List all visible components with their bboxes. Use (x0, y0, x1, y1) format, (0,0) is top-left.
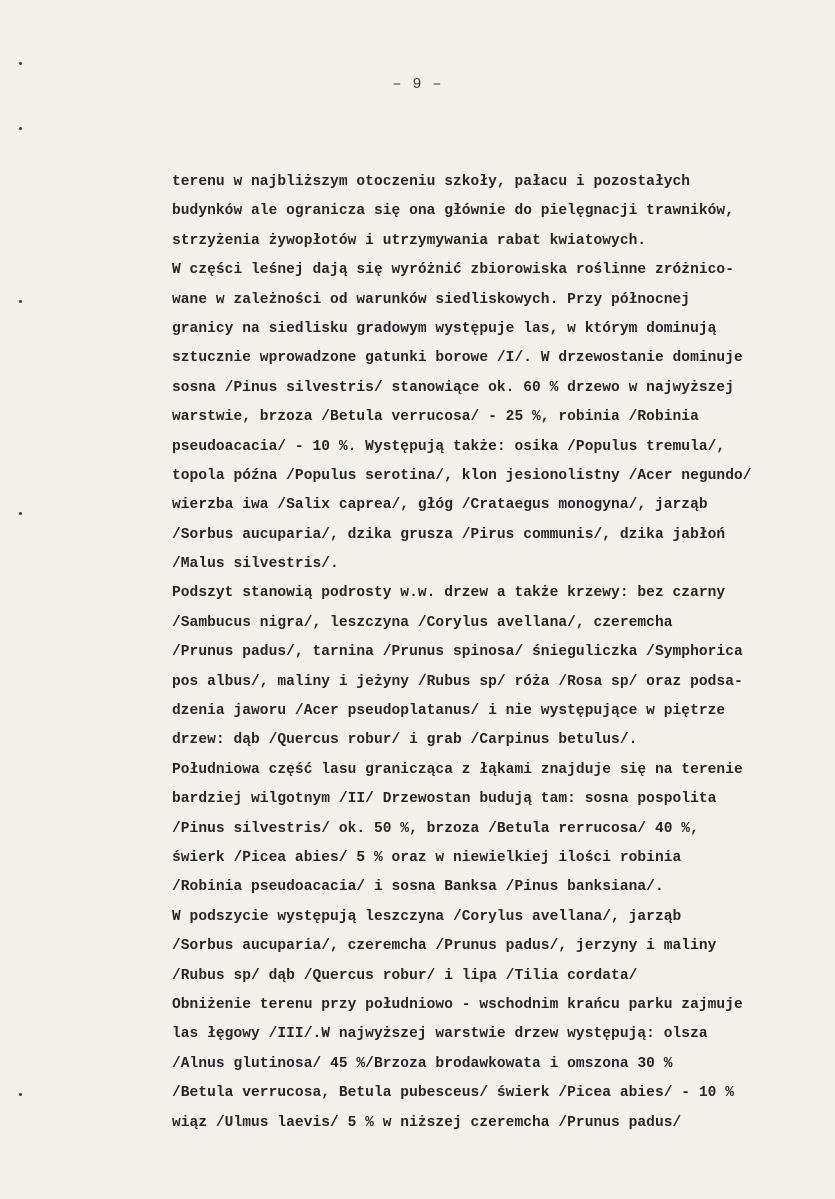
text-line: W części leśnej dają się wyróżnić zbiorowiska roślinne zróżnico- (172, 262, 735, 279)
margin-dot (19, 512, 22, 515)
text-line: świerk /Picea abies/ 5 % oraz w niewielkiej ilości robinia (172, 849, 682, 866)
text-line: sosna /Pinus silvestris/ stanowiące ok. 60 % drzewo w najwyższej (172, 379, 735, 396)
text-line: terenu w najbliższym otoczeniu szkoły, pałacu i pozostałych (172, 174, 691, 190)
text-line: /Prunus padus/, tarnina /Prunus spinosa/ śnieguliczka /Symphorica (172, 644, 743, 661)
margin-dot (19, 127, 22, 130)
text-line: /Robinia pseudoacacia/ i sosna Banksa /Pinus banksiana/. (172, 879, 664, 896)
text-line: budynków ale ogranicza się ona głównie do pielęgnacji trawników, (172, 203, 735, 220)
text-line: Południowa część lasu granicząca z łąkami znajduje się na terenie (172, 761, 743, 778)
text-line: /Rubus sp/ dąb /Quercus robur/ i lipa /Tilia cordata/ (172, 967, 638, 984)
text-line: /Pinus silvestris/ ok. 50 %, brzoza /Betula rerrucosa/ 40 %, (172, 820, 699, 837)
text-line: warstwie, brzoza /Betula verrucosa/ - 25 %, robinia /Robinia (172, 409, 699, 426)
text-line: /Sambucus nigra/, leszczyna /Corylus avellana/, czeremcha (172, 614, 673, 631)
text-line: Podszyt stanowią podrosty w.w. drzew a także krzewy: bez czarny (172, 585, 726, 602)
text-line: dzenia jaworu /Acer pseudoplatanus/ i nie występujące w piętrze (172, 703, 726, 720)
text-line: /Malus silvestris/. (172, 556, 339, 573)
margin-dot (19, 300, 22, 303)
text-line: strzyżenia żywopłotów i utrzymywania rabat kwiatowych. (172, 232, 647, 249)
text-line: /Sorbus aucuparia/, czeremcha /Prunus padus/, jerzyny i maliny (172, 938, 717, 955)
text-line: Obniżenie terenu przy południowo - wschodnim krańcu parku zajmuje (172, 996, 743, 1013)
text-line: granicy na siedlisku gradowym występuje las, w którym dominują (172, 320, 717, 337)
text-line: W podszycie występują leszczyna /Corylus avellana/, jarząb (172, 908, 682, 925)
text-line: wierzba iwa /Salix caprea/, głóg /Crataegus monogyna/, jarząb (172, 497, 708, 514)
text-line: las łęgowy /III/.W najwyższej warstwie drzew występują: olsza (172, 1026, 708, 1043)
text-line: /Alnus glutinosa/ 45 %/Brzoza brodawkowata i omszona 30 % (172, 1055, 673, 1072)
text-line: pseudoacacia/ - 10 %. Występują także: osika /Populus tremula/, (172, 438, 726, 455)
text-line: topola późna /Populus serotina/, klon jesionolistny /Acer negundo/ (172, 467, 752, 484)
text-line: pos albus/, maliny i jeżyny /Rubus sp/ róża /Rosa sp/ oraz podsa- (172, 673, 743, 690)
text-line: /Sorbus aucuparia/, dzika grusza /Pirus communis/, dzika jabłoń (172, 526, 726, 543)
text-line: sztucznie wprowadzone gatunki borowe /I/. W drzewostanie dominuje (172, 350, 743, 367)
page-number: – 9 – (392, 76, 443, 93)
margin-dot (19, 1093, 22, 1096)
body-text (172, 168, 832, 1138)
margin-dot (19, 62, 22, 65)
text-line: wiąz /Ulmus laevis/ 5 % w niższej czeremcha /Prunus padus/ (172, 1114, 682, 1131)
text-line: drzew: dąb /Quercus robur/ i grab /Carpinus betulus/. (172, 732, 638, 749)
text-line: /Betula verrucosa, Betula pubesceus/ świerk /Picea abies/ - 10 % (172, 1085, 735, 1102)
text-line: bardziej wilgotnym /II/ Drzewostan budują tam: sosna pospolita (172, 791, 717, 808)
text-line: wane w zależności od warunków siedliskowych. Przy północnej (172, 291, 691, 308)
